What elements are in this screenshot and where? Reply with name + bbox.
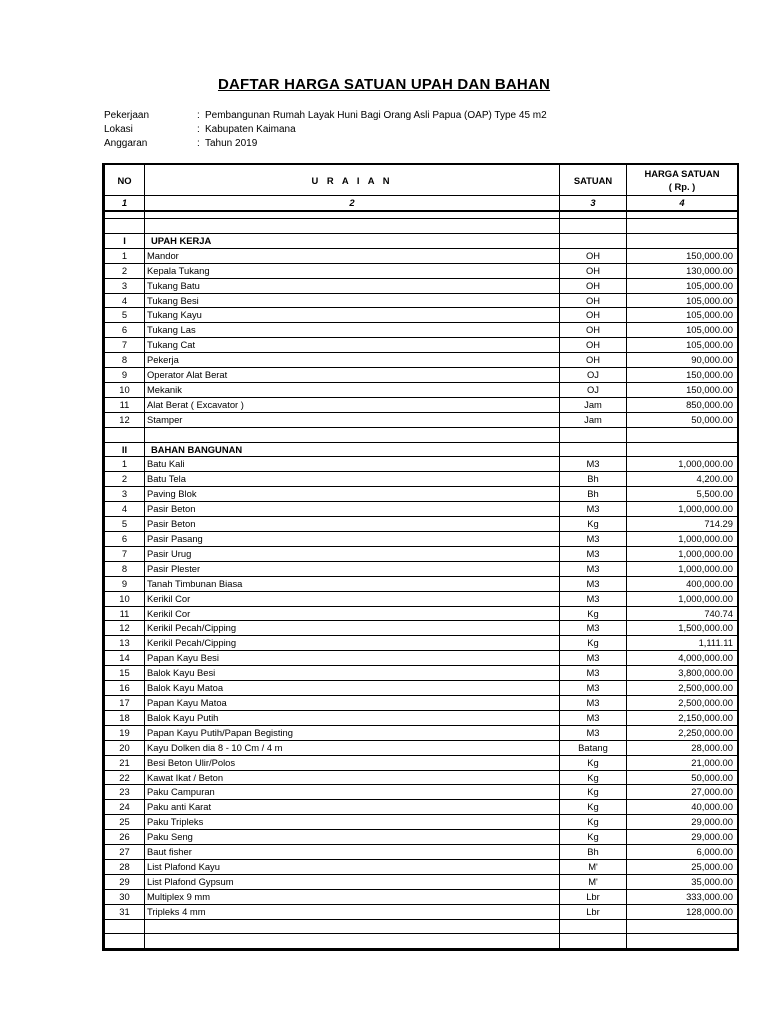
item-number: 16 (105, 681, 145, 696)
table-row (105, 293, 738, 308)
item-price: 4,200.00 (627, 472, 738, 487)
header-harga-line2: ( Rp. ) (668, 181, 696, 192)
item-number: 5 (105, 517, 145, 532)
item-unit: M3 (560, 621, 627, 636)
item-unit: M3 (560, 502, 627, 517)
item-unit: Kg (560, 517, 627, 532)
item-number: 1 (105, 248, 145, 263)
item-unit: M3 (560, 710, 627, 725)
item-price: 714.29 (627, 517, 738, 532)
item-unit: OH (560, 308, 627, 323)
item-description: Alat Berat ( Excavator ) (145, 397, 560, 412)
item-description: Kerikil Cor (145, 606, 560, 621)
item-unit: OJ (560, 368, 627, 383)
item-unit: Kg (560, 785, 627, 800)
table-row (105, 532, 738, 547)
item-price: 1,000,000.00 (627, 502, 738, 517)
item-description: Kerikil Cor (145, 591, 560, 606)
item-unit: M3 (560, 546, 627, 561)
item-description: Balok Kayu Besi (145, 666, 560, 681)
table-row (105, 621, 738, 636)
item-number: 22 (105, 770, 145, 785)
item-price: 21,000.00 (627, 755, 738, 770)
section-price (627, 442, 738, 457)
item-price: 850,000.00 (627, 397, 738, 412)
item-description: Papan Kayu Matoa (145, 695, 560, 710)
item-price: 130,000.00 (627, 263, 738, 278)
item-description: Paku Campuran (145, 785, 560, 800)
item-price: 50,000.00 (627, 412, 738, 427)
item-number: 12 (105, 412, 145, 427)
item-price: 1,111.11 (627, 636, 738, 651)
item-number: 8 (105, 561, 145, 576)
item-description: Mandor (145, 248, 560, 263)
item-description: Balok Kayu Matoa (145, 681, 560, 696)
meta-colon: : (197, 138, 200, 149)
blank-row (105, 934, 738, 949)
header-satuan: SATUAN (560, 165, 627, 196)
item-number: 18 (105, 710, 145, 725)
item-price: 2,150,000.00 (627, 710, 738, 725)
table-row (105, 725, 738, 740)
table-row (105, 412, 738, 427)
table-row (105, 785, 738, 800)
item-unit: OJ (560, 382, 627, 397)
item-description: Tukang Las (145, 323, 560, 338)
blank-row (105, 427, 738, 442)
meta-label: Pekerjaan (104, 110, 150, 121)
item-description: Kerikil Pecah/Cipping (145, 621, 560, 636)
table-row (105, 830, 738, 845)
table-row (105, 666, 738, 681)
item-description: Pekerja (145, 353, 560, 368)
item-description: Operator Alat Berat (145, 368, 560, 383)
item-unit: Kg (560, 636, 627, 651)
item-description: Pasir Pasang (145, 532, 560, 547)
item-description: Tanah Timbunan Biasa (145, 576, 560, 591)
meta-value: Kabupaten Kaimana (205, 124, 296, 135)
item-description: Papan Kayu Besi (145, 651, 560, 666)
item-price: 29,000.00 (627, 815, 738, 830)
column-index: 1 (105, 196, 145, 212)
meta-colon: : (197, 110, 200, 121)
meta-row-pekerjaan (104, 109, 547, 123)
item-unit: Jam (560, 412, 627, 427)
section-title: UPAH KERJA (145, 233, 560, 248)
item-number: 30 (105, 889, 145, 904)
table-row (105, 546, 738, 561)
item-unit: Bh (560, 487, 627, 502)
item-description: Pasir Beton (145, 517, 560, 532)
meta-row-anggaran (104, 137, 547, 151)
meta-label: Anggaran (104, 138, 148, 149)
item-description: Stamper (145, 412, 560, 427)
item-price: 740.74 (627, 606, 738, 621)
item-unit: M3 (560, 576, 627, 591)
item-number: 3 (105, 278, 145, 293)
item-number: 8 (105, 353, 145, 368)
column-index: 2 (145, 196, 560, 212)
meta-value: Tahun 2019 (205, 138, 258, 149)
item-unit: M3 (560, 532, 627, 547)
section-price (627, 233, 738, 248)
item-price: 5,500.00 (627, 487, 738, 502)
project-info (104, 109, 547, 151)
item-unit: Kg (560, 770, 627, 785)
item-price: 6,000.00 (627, 845, 738, 860)
item-number: 24 (105, 800, 145, 815)
blank-row (105, 919, 738, 934)
item-price: 29,000.00 (627, 830, 738, 845)
item-price: 3,800,000.00 (627, 666, 738, 681)
table-row (105, 651, 738, 666)
table-row (105, 502, 738, 517)
table-row (105, 382, 738, 397)
table-row (105, 681, 738, 696)
section-title: BAHAN BANGUNAN (145, 442, 560, 457)
item-number: 9 (105, 576, 145, 591)
item-price: 400,000.00 (627, 576, 738, 591)
item-price: 105,000.00 (627, 323, 738, 338)
item-unit: Batang (560, 740, 627, 755)
item-description: Paving Blok (145, 487, 560, 502)
item-number: 23 (105, 785, 145, 800)
table-row (105, 368, 738, 383)
item-unit: M3 (560, 681, 627, 696)
item-price: 1,000,000.00 (627, 561, 738, 576)
item-unit: OH (560, 323, 627, 338)
table-row (105, 308, 738, 323)
item-number: 10 (105, 591, 145, 606)
item-price: 150,000.00 (627, 248, 738, 263)
item-number: 10 (105, 382, 145, 397)
item-description: Mekanik (145, 382, 560, 397)
item-unit: Kg (560, 800, 627, 815)
table-row (105, 770, 738, 785)
item-price: 25,000.00 (627, 859, 738, 874)
item-price: 1,000,000.00 (627, 591, 738, 606)
item-description: Kepala Tukang (145, 263, 560, 278)
table-row (105, 353, 738, 368)
item-price: 150,000.00 (627, 368, 738, 383)
item-unit: OH (560, 248, 627, 263)
item-unit: M' (560, 874, 627, 889)
item-unit: Jam (560, 397, 627, 412)
item-description: List Plafond Gypsum (145, 874, 560, 889)
item-price: 2,500,000.00 (627, 695, 738, 710)
section-unit (560, 442, 627, 457)
item-price: 2,250,000.00 (627, 725, 738, 740)
table-row (105, 278, 738, 293)
price-table (104, 165, 738, 949)
item-unit: Bh (560, 472, 627, 487)
item-price: 105,000.00 (627, 308, 738, 323)
header-row (105, 165, 738, 196)
item-unit: OH (560, 278, 627, 293)
table-row (105, 904, 738, 919)
item-number: 4 (105, 293, 145, 308)
table-row (105, 472, 738, 487)
item-number: 12 (105, 621, 145, 636)
item-number: 19 (105, 725, 145, 740)
item-price: 150,000.00 (627, 382, 738, 397)
item-number: 2 (105, 472, 145, 487)
item-unit: OH (560, 293, 627, 308)
price-table-body (105, 165, 738, 949)
column-index: 3 (560, 196, 627, 212)
table-row (105, 606, 738, 621)
item-unit: Kg (560, 606, 627, 621)
table-row (105, 323, 738, 338)
table-row (105, 695, 738, 710)
table-row (105, 800, 738, 815)
item-unit: M3 (560, 666, 627, 681)
item-unit: M3 (560, 695, 627, 710)
item-price: 128,000.00 (627, 904, 738, 919)
item-number: 1 (105, 457, 145, 472)
item-price: 105,000.00 (627, 278, 738, 293)
section-header-row (105, 233, 738, 248)
header-harga-line1: HARGA SATUAN (644, 168, 720, 179)
header-harga (627, 165, 738, 196)
item-number: 17 (105, 695, 145, 710)
item-number: 7 (105, 338, 145, 353)
blank-row (105, 219, 738, 234)
item-unit: M3 (560, 651, 627, 666)
item-number: 2 (105, 263, 145, 278)
item-description: Paku Seng (145, 830, 560, 845)
meta-value: Pembangunan Rumah Layak Huni Bagi Orang Asli Papua (OAP) Type 45 m2 (205, 110, 547, 121)
item-description: Tukang Besi (145, 293, 560, 308)
item-description: Balok Kayu Putih (145, 710, 560, 725)
table-row (105, 457, 738, 472)
item-unit: Bh (560, 845, 627, 860)
item-description: Batu Tela (145, 472, 560, 487)
header-uraian: U R A I A N (145, 165, 560, 196)
section-unit (560, 233, 627, 248)
table-row (105, 338, 738, 353)
item-description: Tukang Batu (145, 278, 560, 293)
item-description: Tripleks 4 mm (145, 904, 560, 919)
table-row (105, 263, 738, 278)
item-description: Pasir Urug (145, 546, 560, 561)
table-row (105, 859, 738, 874)
item-unit: M3 (560, 725, 627, 740)
table-row (105, 591, 738, 606)
item-description: Baut fisher (145, 845, 560, 860)
item-price: 90,000.00 (627, 353, 738, 368)
column-index-row (105, 196, 738, 212)
item-unit: M' (560, 859, 627, 874)
table-row (105, 576, 738, 591)
item-description: Tukang Cat (145, 338, 560, 353)
item-description: Paku anti Karat (145, 800, 560, 815)
item-price: 1,000,000.00 (627, 546, 738, 561)
header-no: NO (105, 165, 145, 196)
page-title: DAFTAR HARGA SATUAN UPAH DAN BAHAN (217, 76, 551, 93)
item-description: Pasir Plester (145, 561, 560, 576)
item-unit: Lbr (560, 889, 627, 904)
item-price: 27,000.00 (627, 785, 738, 800)
item-unit: Lbr (560, 904, 627, 919)
item-description: Kawat Ikat / Beton (145, 770, 560, 785)
spacer-row (105, 211, 738, 219)
item-price: 105,000.00 (627, 293, 738, 308)
item-number: 6 (105, 532, 145, 547)
item-description: List Plafond Kayu (145, 859, 560, 874)
item-price: 4,000,000.00 (627, 651, 738, 666)
item-number: 15 (105, 666, 145, 681)
meta-row-lokasi (104, 123, 547, 137)
item-price: 1,000,000.00 (627, 532, 738, 547)
item-unit: OH (560, 263, 627, 278)
item-description: Besi Beton Ulir/Polos (145, 755, 560, 770)
item-number: 27 (105, 845, 145, 860)
item-number: 21 (105, 755, 145, 770)
section-number: I (105, 233, 145, 248)
item-price: 28,000.00 (627, 740, 738, 755)
item-number: 11 (105, 397, 145, 412)
item-unit: Kg (560, 755, 627, 770)
item-unit: M3 (560, 561, 627, 576)
meta-label: Lokasi (104, 124, 133, 135)
table-row (105, 248, 738, 263)
item-number: 5 (105, 308, 145, 323)
item-number: 14 (105, 651, 145, 666)
item-number: 7 (105, 546, 145, 561)
table-row (105, 755, 738, 770)
item-description: Paku Tripleks (145, 815, 560, 830)
item-price: 1,000,000.00 (627, 457, 738, 472)
item-description: Kerikil Pecah/Cipping (145, 636, 560, 651)
item-number: 31 (105, 904, 145, 919)
item-price: 105,000.00 (627, 338, 738, 353)
item-number: 3 (105, 487, 145, 502)
table-row (105, 740, 738, 755)
table-row (105, 815, 738, 830)
item-number: 11 (105, 606, 145, 621)
table-row (105, 487, 738, 502)
item-price: 50,000.00 (627, 770, 738, 785)
item-price: 333,000.00 (627, 889, 738, 904)
item-unit: M3 (560, 457, 627, 472)
item-description: Tukang Kayu (145, 308, 560, 323)
item-price: 40,000.00 (627, 800, 738, 815)
table-row (105, 636, 738, 651)
item-number: 26 (105, 830, 145, 845)
item-number: 29 (105, 874, 145, 889)
item-description: Papan Kayu Putih/Papan Begisting (145, 725, 560, 740)
item-number: 25 (105, 815, 145, 830)
item-number: 4 (105, 502, 145, 517)
item-number: 20 (105, 740, 145, 755)
item-number: 9 (105, 368, 145, 383)
item-description: Pasir Beton (145, 502, 560, 517)
table-row (105, 517, 738, 532)
item-description: Multiplex 9 mm (145, 889, 560, 904)
item-description: Kayu Dolken dia 8 - 10 Cm / 4 m (145, 740, 560, 755)
table-row (105, 889, 738, 904)
item-unit: Kg (560, 815, 627, 830)
item-number: 28 (105, 859, 145, 874)
section-header-row (105, 442, 738, 457)
item-description: Batu Kali (145, 457, 560, 472)
item-price: 2,500,000.00 (627, 681, 738, 696)
item-number: 13 (105, 636, 145, 651)
item-unit: Kg (560, 830, 627, 845)
item-number: 6 (105, 323, 145, 338)
table-row (105, 710, 738, 725)
item-unit: OH (560, 338, 627, 353)
table-row (105, 874, 738, 889)
meta-colon: : (197, 124, 200, 135)
item-price: 1,500,000.00 (627, 621, 738, 636)
price-table-container (102, 163, 739, 951)
section-number: II (105, 442, 145, 457)
table-row (105, 397, 738, 412)
column-index: 4 (627, 196, 738, 212)
table-row (105, 845, 738, 860)
item-unit: OH (560, 353, 627, 368)
item-price: 35,000.00 (627, 874, 738, 889)
item-unit: M3 (560, 591, 627, 606)
table-row (105, 561, 738, 576)
